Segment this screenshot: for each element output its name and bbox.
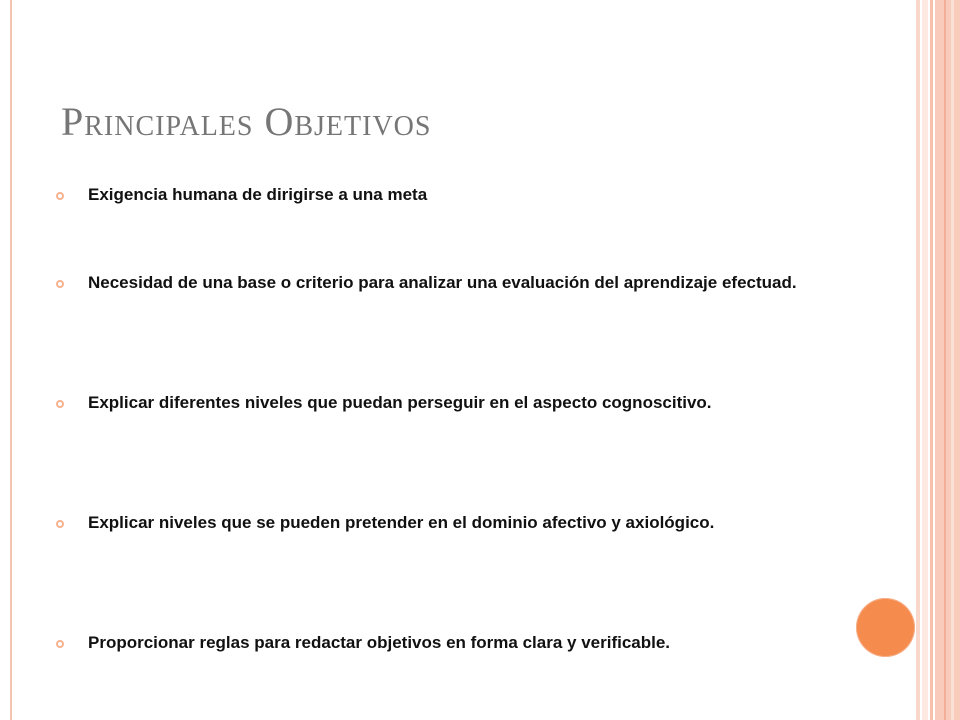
right-decor-stripe	[930, 0, 933, 720]
bullet-text: Explicar diferentes niveles que puedan perseguir en el aspecto cognoscitivo.	[88, 393, 712, 412]
bullet-item	[56, 178, 826, 212]
bullet-text: Proporcionar reglas para redactar objetivos en forma clara y verificable.	[88, 633, 671, 652]
bullet-text: Explicar niveles que se pueden pretender en el dominio afectivo y axiológico.	[88, 513, 715, 532]
bullet-ring-icon	[56, 640, 64, 648]
bullet-ring-icon	[56, 520, 64, 528]
bullet-item	[56, 266, 826, 334]
bullet-item	[56, 626, 826, 660]
bullet-ring-icon	[56, 192, 64, 200]
left-border-line	[10, 0, 12, 720]
right-decor-stripe	[951, 0, 954, 720]
right-decor-stripe	[922, 0, 928, 720]
orange-circle-decoration	[856, 598, 915, 657]
right-decor-stripe	[935, 0, 960, 720]
right-decor-stripe	[944, 0, 946, 720]
bullet-ring-icon	[56, 400, 64, 408]
bullet-ring-icon	[56, 280, 64, 288]
right-decor-stripe	[916, 0, 920, 720]
bullet-item	[56, 506, 826, 574]
bullet-list	[56, 178, 826, 660]
bullet-text: Necesidad de una base o criterio para analizar una evaluación del aprendizaje efectuad.	[88, 273, 797, 292]
bullet-item	[56, 386, 826, 454]
bullet-text: Exigencia humana de dirigirse a una meta	[88, 185, 428, 204]
slide-title: Principales Objetivos	[61, 99, 432, 144]
